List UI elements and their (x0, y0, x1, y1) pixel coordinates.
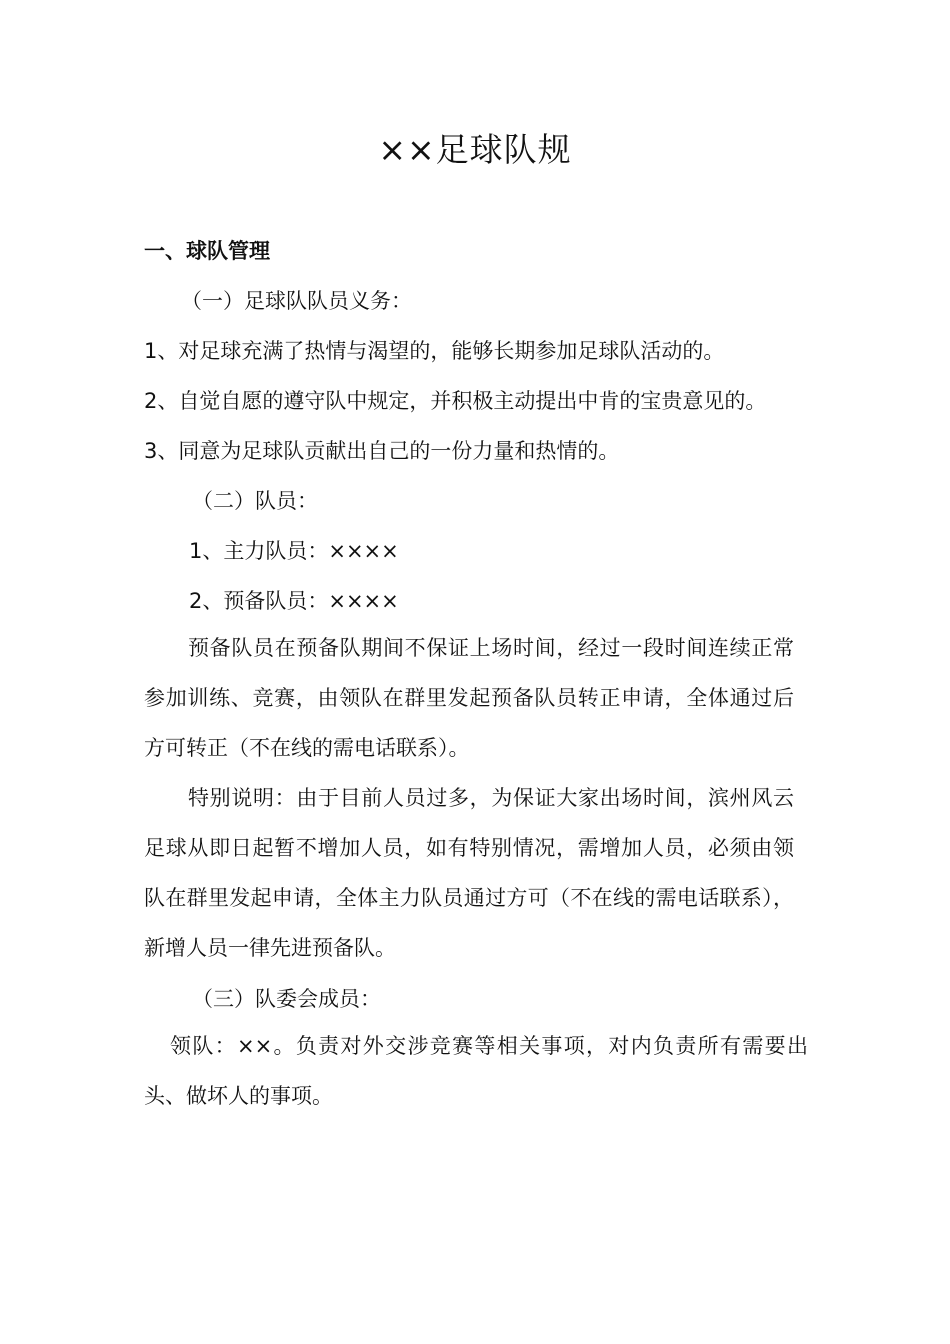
subsection-heading-members: （二）队员： (192, 489, 318, 513)
member-item-main: 1、主力队员：×××× (189, 539, 399, 563)
document-title: ××足球队规 (378, 130, 572, 169)
special-note-paragraph: 特别说明：由于目前人员过多，为保证大家出场时间，滨州风云足球从即日起暂不增加人员，如有特别情况，需增加人员，必须由领队在群里发起申请，全体主力队员通过方可（不在线的需电话联系），新增人员一律先进预备队。 (144, 786, 794, 960)
team-leader-paragraph: 领队：××。负责对外交涉竞赛等相关事项，对内负责所有需要出头、做坏人的事项。 (144, 1034, 808, 1108)
subsection-heading-committee: （三）队委会成员： (192, 987, 381, 1011)
duty-item-1: 1、对足球充满了热情与渴望的，能够长期参加足球队活动的。 (144, 339, 725, 363)
section-heading-team-management: 一、球队管理 (144, 239, 270, 263)
duty-item-2: 2、自觉自愿的遵守队中规定，并积极主动提出中肯的宝贵意见的。 (144, 389, 767, 413)
reserve-policy-paragraph: 预备队员在预备队期间不保证上场时间，经过一段时间连续正常参加训练、竞赛，由领队在群里发起预备队员转正申请，全体通过后方可转正（不在线的需电话联系）。 (144, 636, 794, 760)
member-item-reserve: 2、预备队员：×××× (189, 589, 399, 613)
subsection-heading-member-duties: （一）足球队队员义务： (181, 289, 412, 313)
duty-item-3: 3、同意为足球队贡献出自己的一份力量和热情的。 (144, 439, 620, 463)
